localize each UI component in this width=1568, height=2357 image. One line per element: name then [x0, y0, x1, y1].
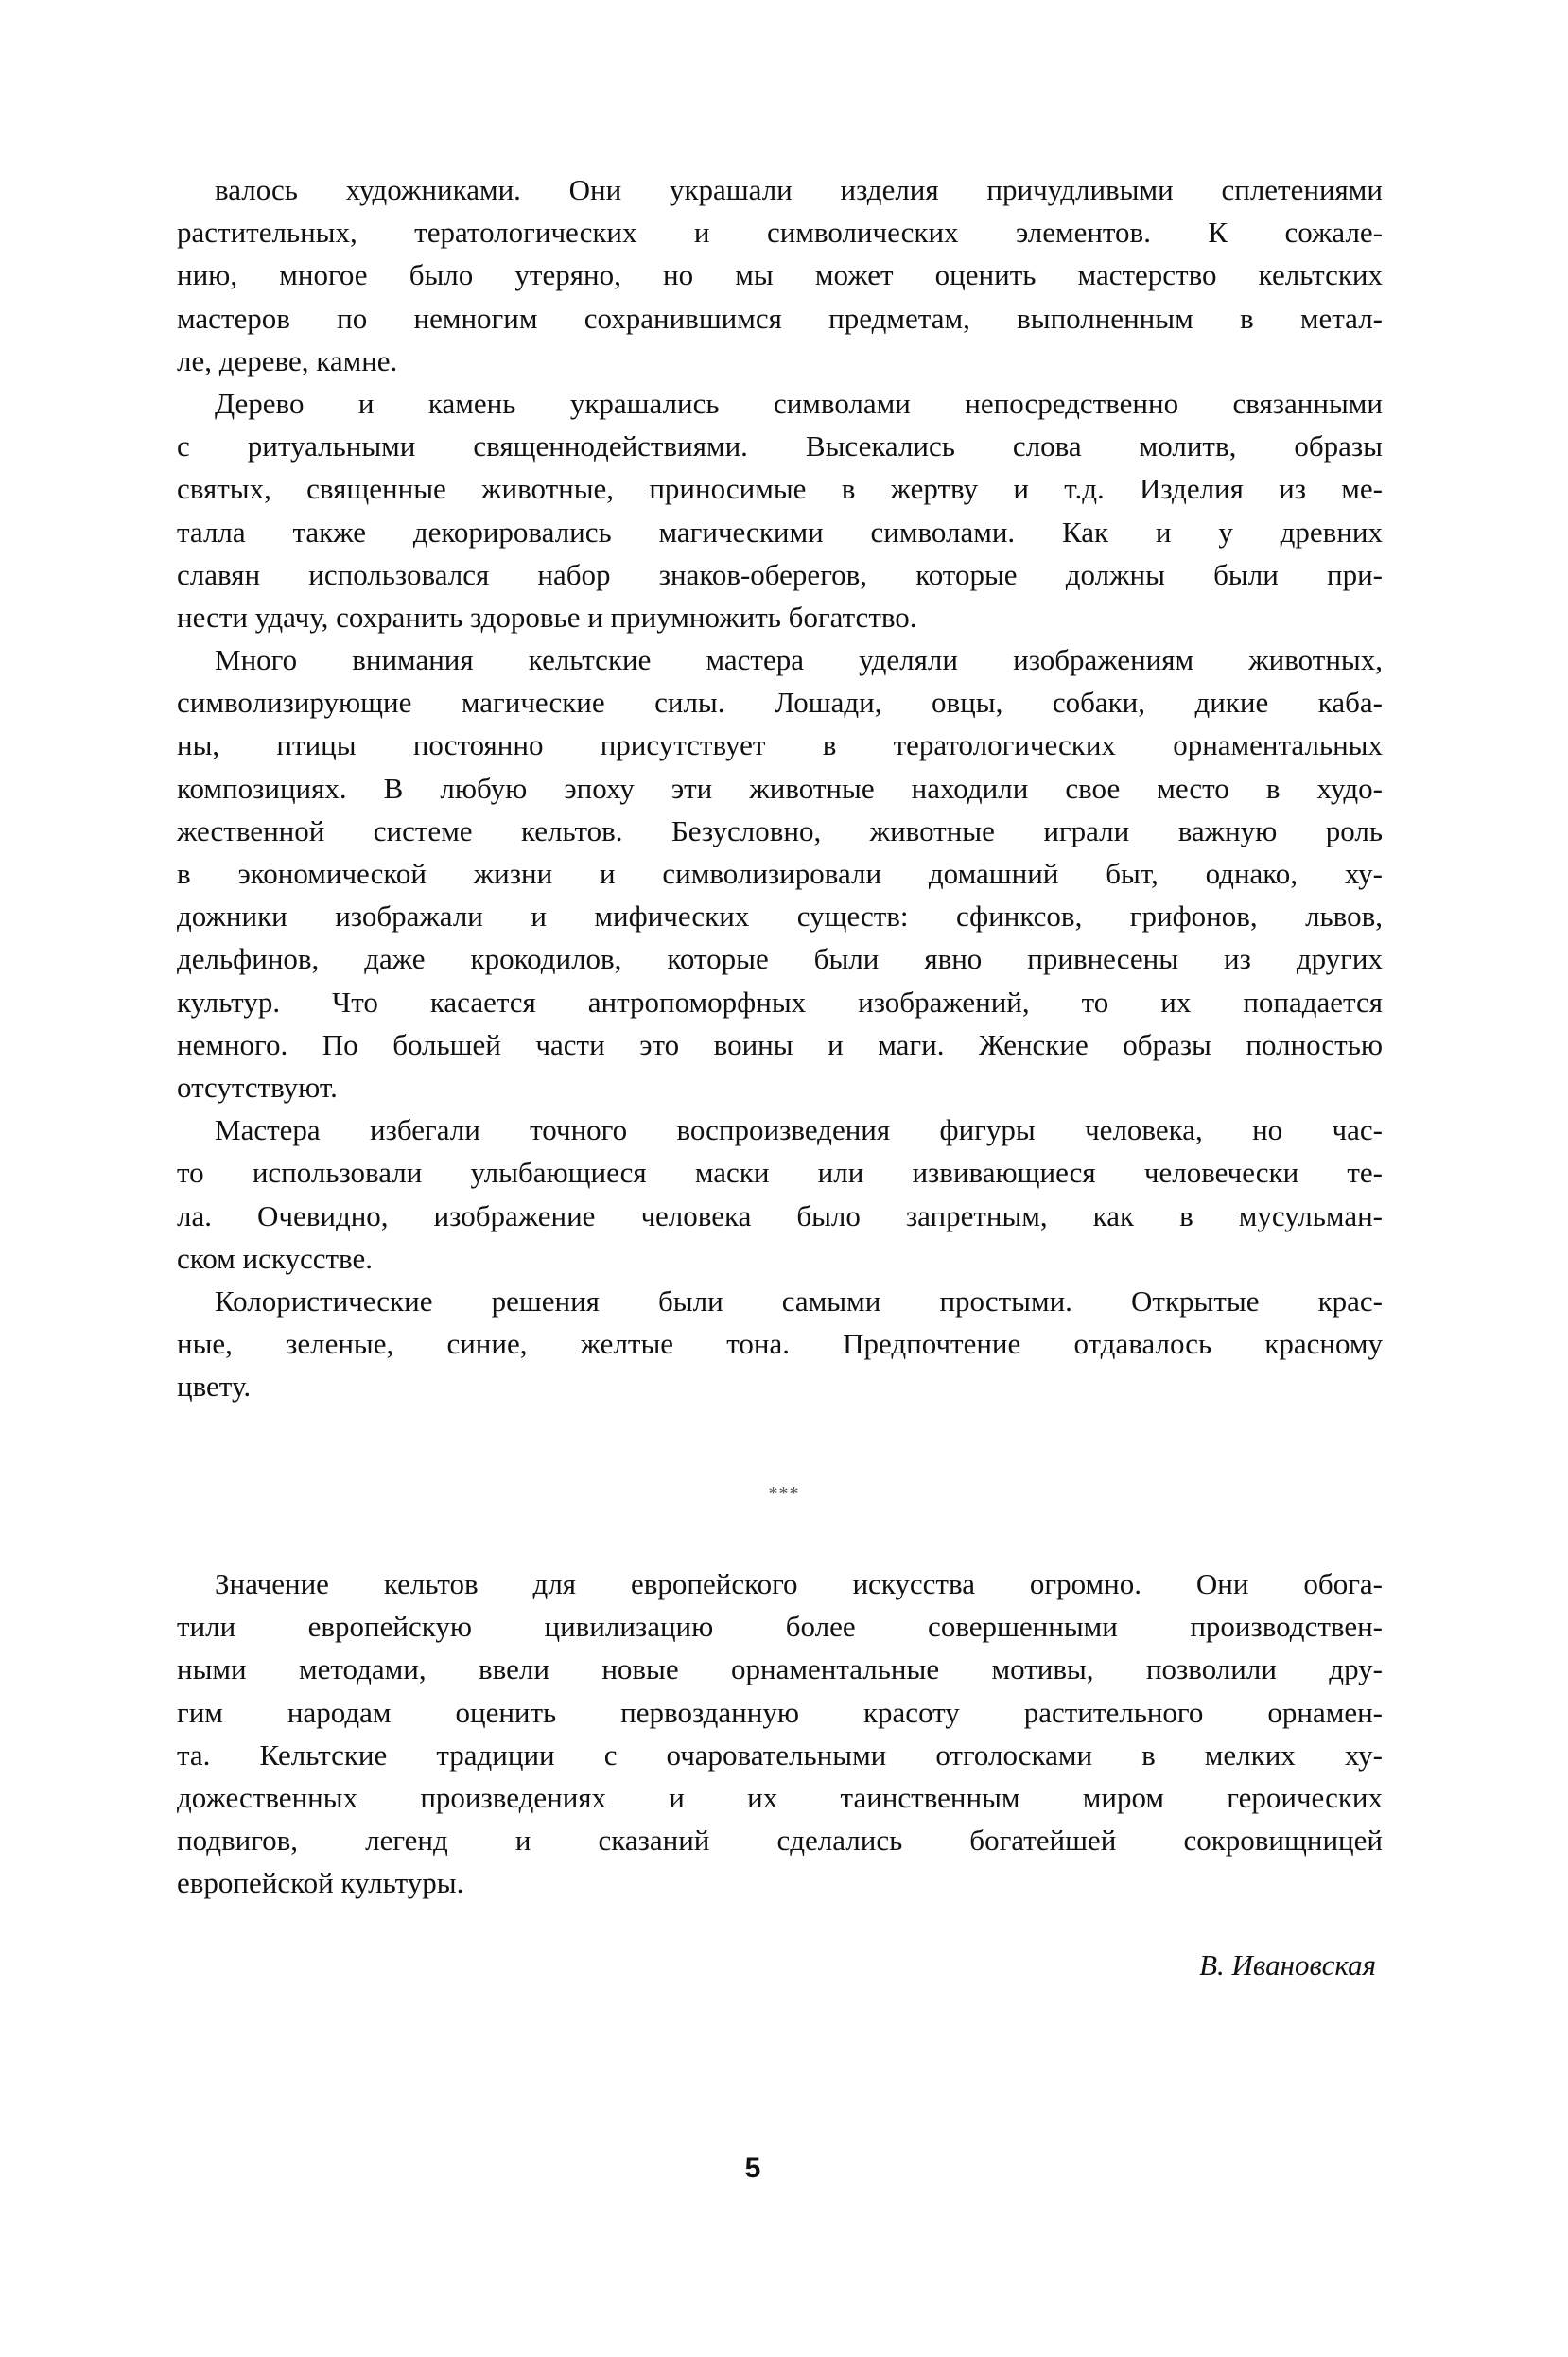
text-line: дожники изображали и мифических существ: сфинксов, грифонов, львов,	[177, 899, 1383, 934]
text-line: Дерево и камень украшались символами непосредственно связанными	[215, 386, 1383, 420]
text-line: ными методами, ввели новые орнаментальные мотивы, позволили дру-	[177, 1652, 1383, 1686]
text-line: то использовали улыбающиеся маски или извивающиеся человечески те-	[177, 1156, 1383, 1190]
text-line: валось художниками. Они украшали изделия причудливыми сплетениями	[215, 173, 1383, 206]
paragraph	[177, 638, 1383, 1109]
text-line: жественной системе кельтов. Безусловно, животные играли важную роль	[177, 813, 1383, 847]
paragraph	[177, 1563, 1383, 1905]
section-separator: ***	[768, 1483, 800, 1504]
text-line: ском искусстве.	[177, 1241, 374, 1275]
paragraph	[177, 382, 1383, 638]
text-line: символизирующие магические силы. Лошади, овцы, собаки, дикие каба-	[177, 686, 1383, 720]
final-paragraph	[177, 1563, 1383, 1905]
text-line: славян использовался набор знаков-оберегов, которые должны были при-	[177, 557, 1383, 591]
text-line: Значение кельтов для европейского искусства огромно. Они обога-	[215, 1567, 1383, 1600]
paragraph	[177, 168, 1383, 382]
author-signature: В. Ивановская	[1199, 1948, 1376, 1982]
text-line: Колористические решения были самыми простыми. Открытые крас-	[215, 1283, 1383, 1318]
main-text	[177, 168, 1383, 1407]
paragraph	[177, 1280, 1383, 1408]
text-line: тили европейскую цивилизацию более совершенными производствен-	[177, 1610, 1383, 1644]
text-line: подвигов, легенд и сказаний сделались богатейшей сокровищницей	[177, 1824, 1383, 1858]
paragraph	[177, 1109, 1383, 1280]
text-line: нести удачу, сохранить здоровье и приумножить богатство.	[177, 600, 917, 634]
text-line: европейской культуры.	[177, 1866, 464, 1900]
text-line: немного. По большей части это воины и маги. Женские образы полностью	[177, 1027, 1383, 1061]
text-line: с ритуальными священнодействиями. Высекались слова молитв, образы	[177, 429, 1383, 463]
text-line: ные, зеленые, синие, желтые тона. Предпочтение отдавалось красному	[177, 1327, 1383, 1361]
text-line: ны, птицы постоянно присутствует в тератологических орнаментальных	[177, 728, 1383, 762]
text-line: талла также декорировались магическими символами. Как и у древних	[177, 515, 1383, 549]
text-line: ла. Очевидно, изображение человека было запретным, как в мусульман-	[177, 1198, 1383, 1232]
text-line: культур. Что касается антропоморфных изображений, то их попадается	[177, 985, 1383, 1019]
text-line: нию, многое было утеряно, но мы может оценить мастерство кельтских	[177, 258, 1383, 292]
text-line: та. Кельтские традиции с очаровательными отголосками в мелких ху-	[177, 1737, 1383, 1772]
text-line: святых, священные животные, приносимые в жертву и т.д. Изделия из ме-	[177, 472, 1383, 506]
text-line: в экономической жизни и символизировали домашний быт, однако, ху-	[177, 857, 1383, 890]
text-line: мастеров по немногим сохранившимся предметам, выполненным в метал-	[177, 301, 1383, 335]
text-line: цвету.	[177, 1370, 252, 1404]
text-line: Мастера избегали точного воспроизведения фигуры человека, но час-	[215, 1113, 1383, 1147]
text-line: дельфинов, даже крокодилов, которые были явно привнесены из других	[177, 942, 1383, 976]
text-line: Много внимания кельтские мастера уделяли изображениям животных,	[215, 643, 1383, 677]
page-number: 5	[744, 2153, 761, 2184]
text-line: композициях. В любую эпоху эти животные находили свое место в худо-	[177, 771, 1383, 805]
text-line: дожественных произведениях и их таинственным миром героических	[177, 1780, 1383, 1814]
text-line: растительных, тератологических и символических элементов. К сожале-	[177, 216, 1383, 250]
text-line: отсутствуют.	[177, 1070, 338, 1104]
text-line: ле, дереве, камне.	[177, 343, 398, 377]
text-line: гим народам оценить первозданную красоту растительного орнамен-	[177, 1695, 1383, 1729]
